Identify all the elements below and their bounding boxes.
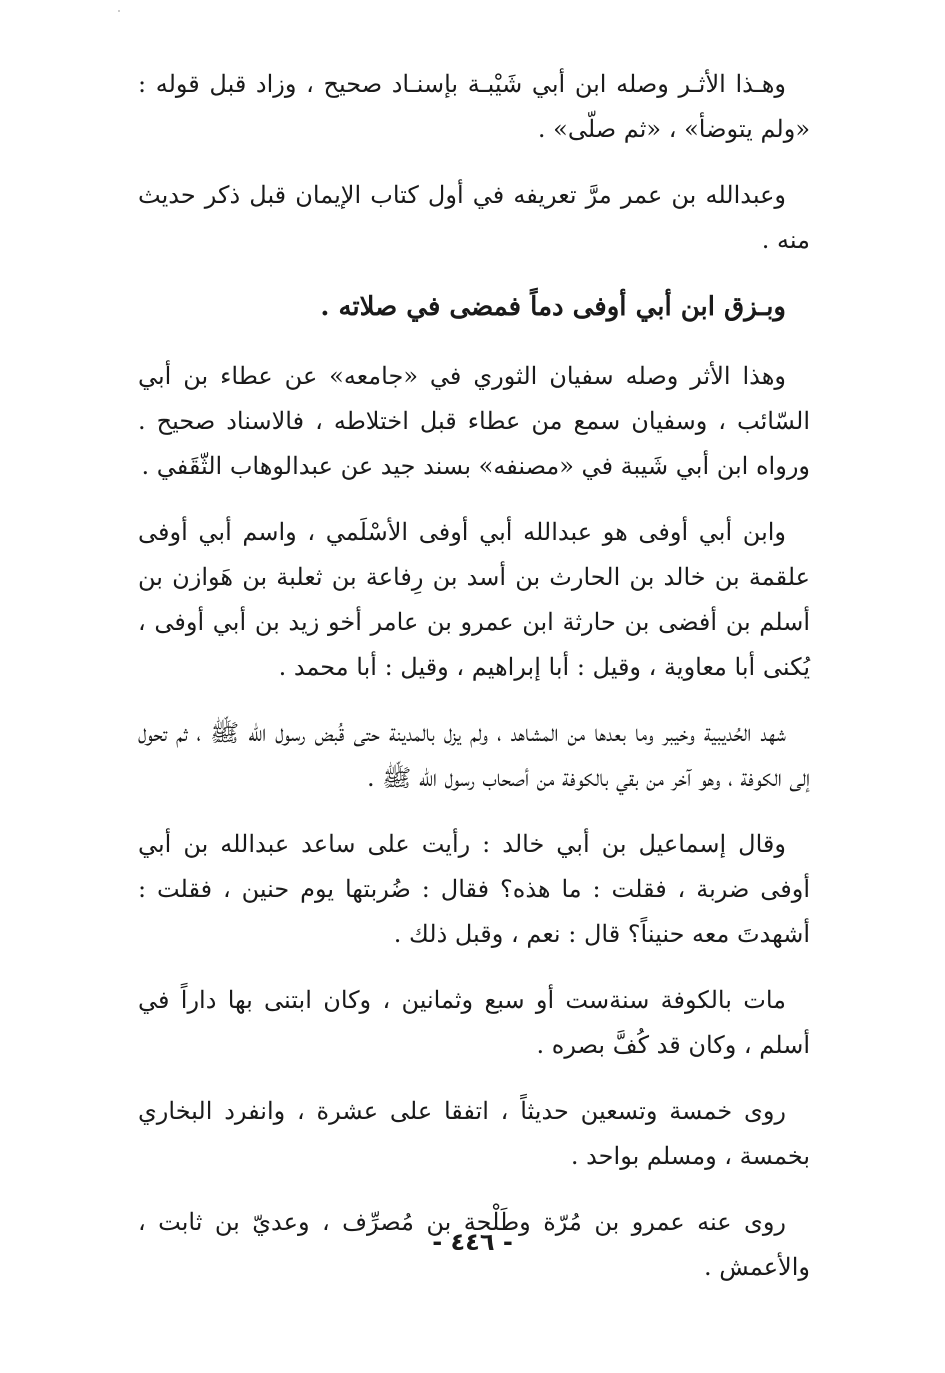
- paragraph-ismail-ibn-abi-khalid: وقال إسماعيل بن أبي خالد : رأيت على ساعد عبدالله بن أبي أوفى ضربة ، فقلت : ما هذه؟ فقال : ضُربتها يوم حنين ، فقلت : أشهدتَ معه حنيناً؟ قال : نعم ، وقبل ذلك .: [138, 830, 810, 948]
- paragraph-abdullah-ibn-umar: وعبدالله بن عمر مرَّ تعريفه في أول كتاب الإيمان قبل ذكر حديث منه .: [138, 181, 810, 254]
- paragraph-death-kufa: مات بالكوفة سنةست أو سبع وثمانين ، وكان ابتنى بها داراً في أسلم ، وكان قد كُفَّ بصره .: [138, 986, 810, 1059]
- paragraph-sufyan-thawri: وهذا الأثر وصله سفيان الثوري في «جامعه» عن عطاء بن أبي السّائب ، وسفيان سمع من عطاء قبل اختلاطه ، فالاسناد صحيح . ورواه ابن أبي شَيبة في «مصنفه» بسند جيد عن عبدالوهاب الثّقَفي .: [138, 362, 810, 480]
- paragraph-hadith-count: روى خمسة وتسعين حديثاً ، اتفقا على عشرة ، وانفرد البخاري بخمسة ، ومسلم بواحد .: [138, 1097, 810, 1170]
- paragraph-hudaybiyya: شهد الحُديبية وخيبر وما بعدها من المشاهد ، ولم يزل بالمدينة حتى قُبض رسول الله ﷺ ، ثم تحول إلى الكوفة ، وهو آخر من بقي بالكوفة من أصحاب رسول الله ﷺ .: [138, 719, 810, 792]
- scan-speck: [118, 10, 120, 12]
- paragraph-ibn-abi-awfa-lineage: وابن أبي أوفى هو عبدالله أبي أوفى الأسْلَمي ، واسم أبي أوفى علقمة بن خالد بن الحارث بن أسد بن رِفاعة بن ثعلبة بن هَوازن بن أسلم بن أفضى بن حارثة ابن عمرو بن عامر أخو زيد بن أبي أوفى ، يُكنى أبا معاوية ، وقيل : أبا إبراهيم ، وقيل : أبا محمد .: [138, 518, 811, 681]
- paragraph-narrators: روى عنه عمرو بن مُرّة وطَلْحة بن مُصرِّف ، وعديّ بن ثابت ، والأعمش .: [138, 1208, 810, 1281]
- paragraph-athar-ibn-abi-shayba: وهـذا الأثـر وصله ابن أبي شَيْبـة بإسنـاد صحيح ، وزاد قبل قوله : «ولم يتوضأ» ، «ثم صلّى» .: [138, 70, 810, 143]
- section-heading: وبـزق ابن أبي أوفى دماً فمضى في صلاته .: [320, 292, 786, 322]
- page-number: - ٤٤٦ -: [432, 1228, 513, 1256]
- document-body: [138, 62, 810, 1311]
